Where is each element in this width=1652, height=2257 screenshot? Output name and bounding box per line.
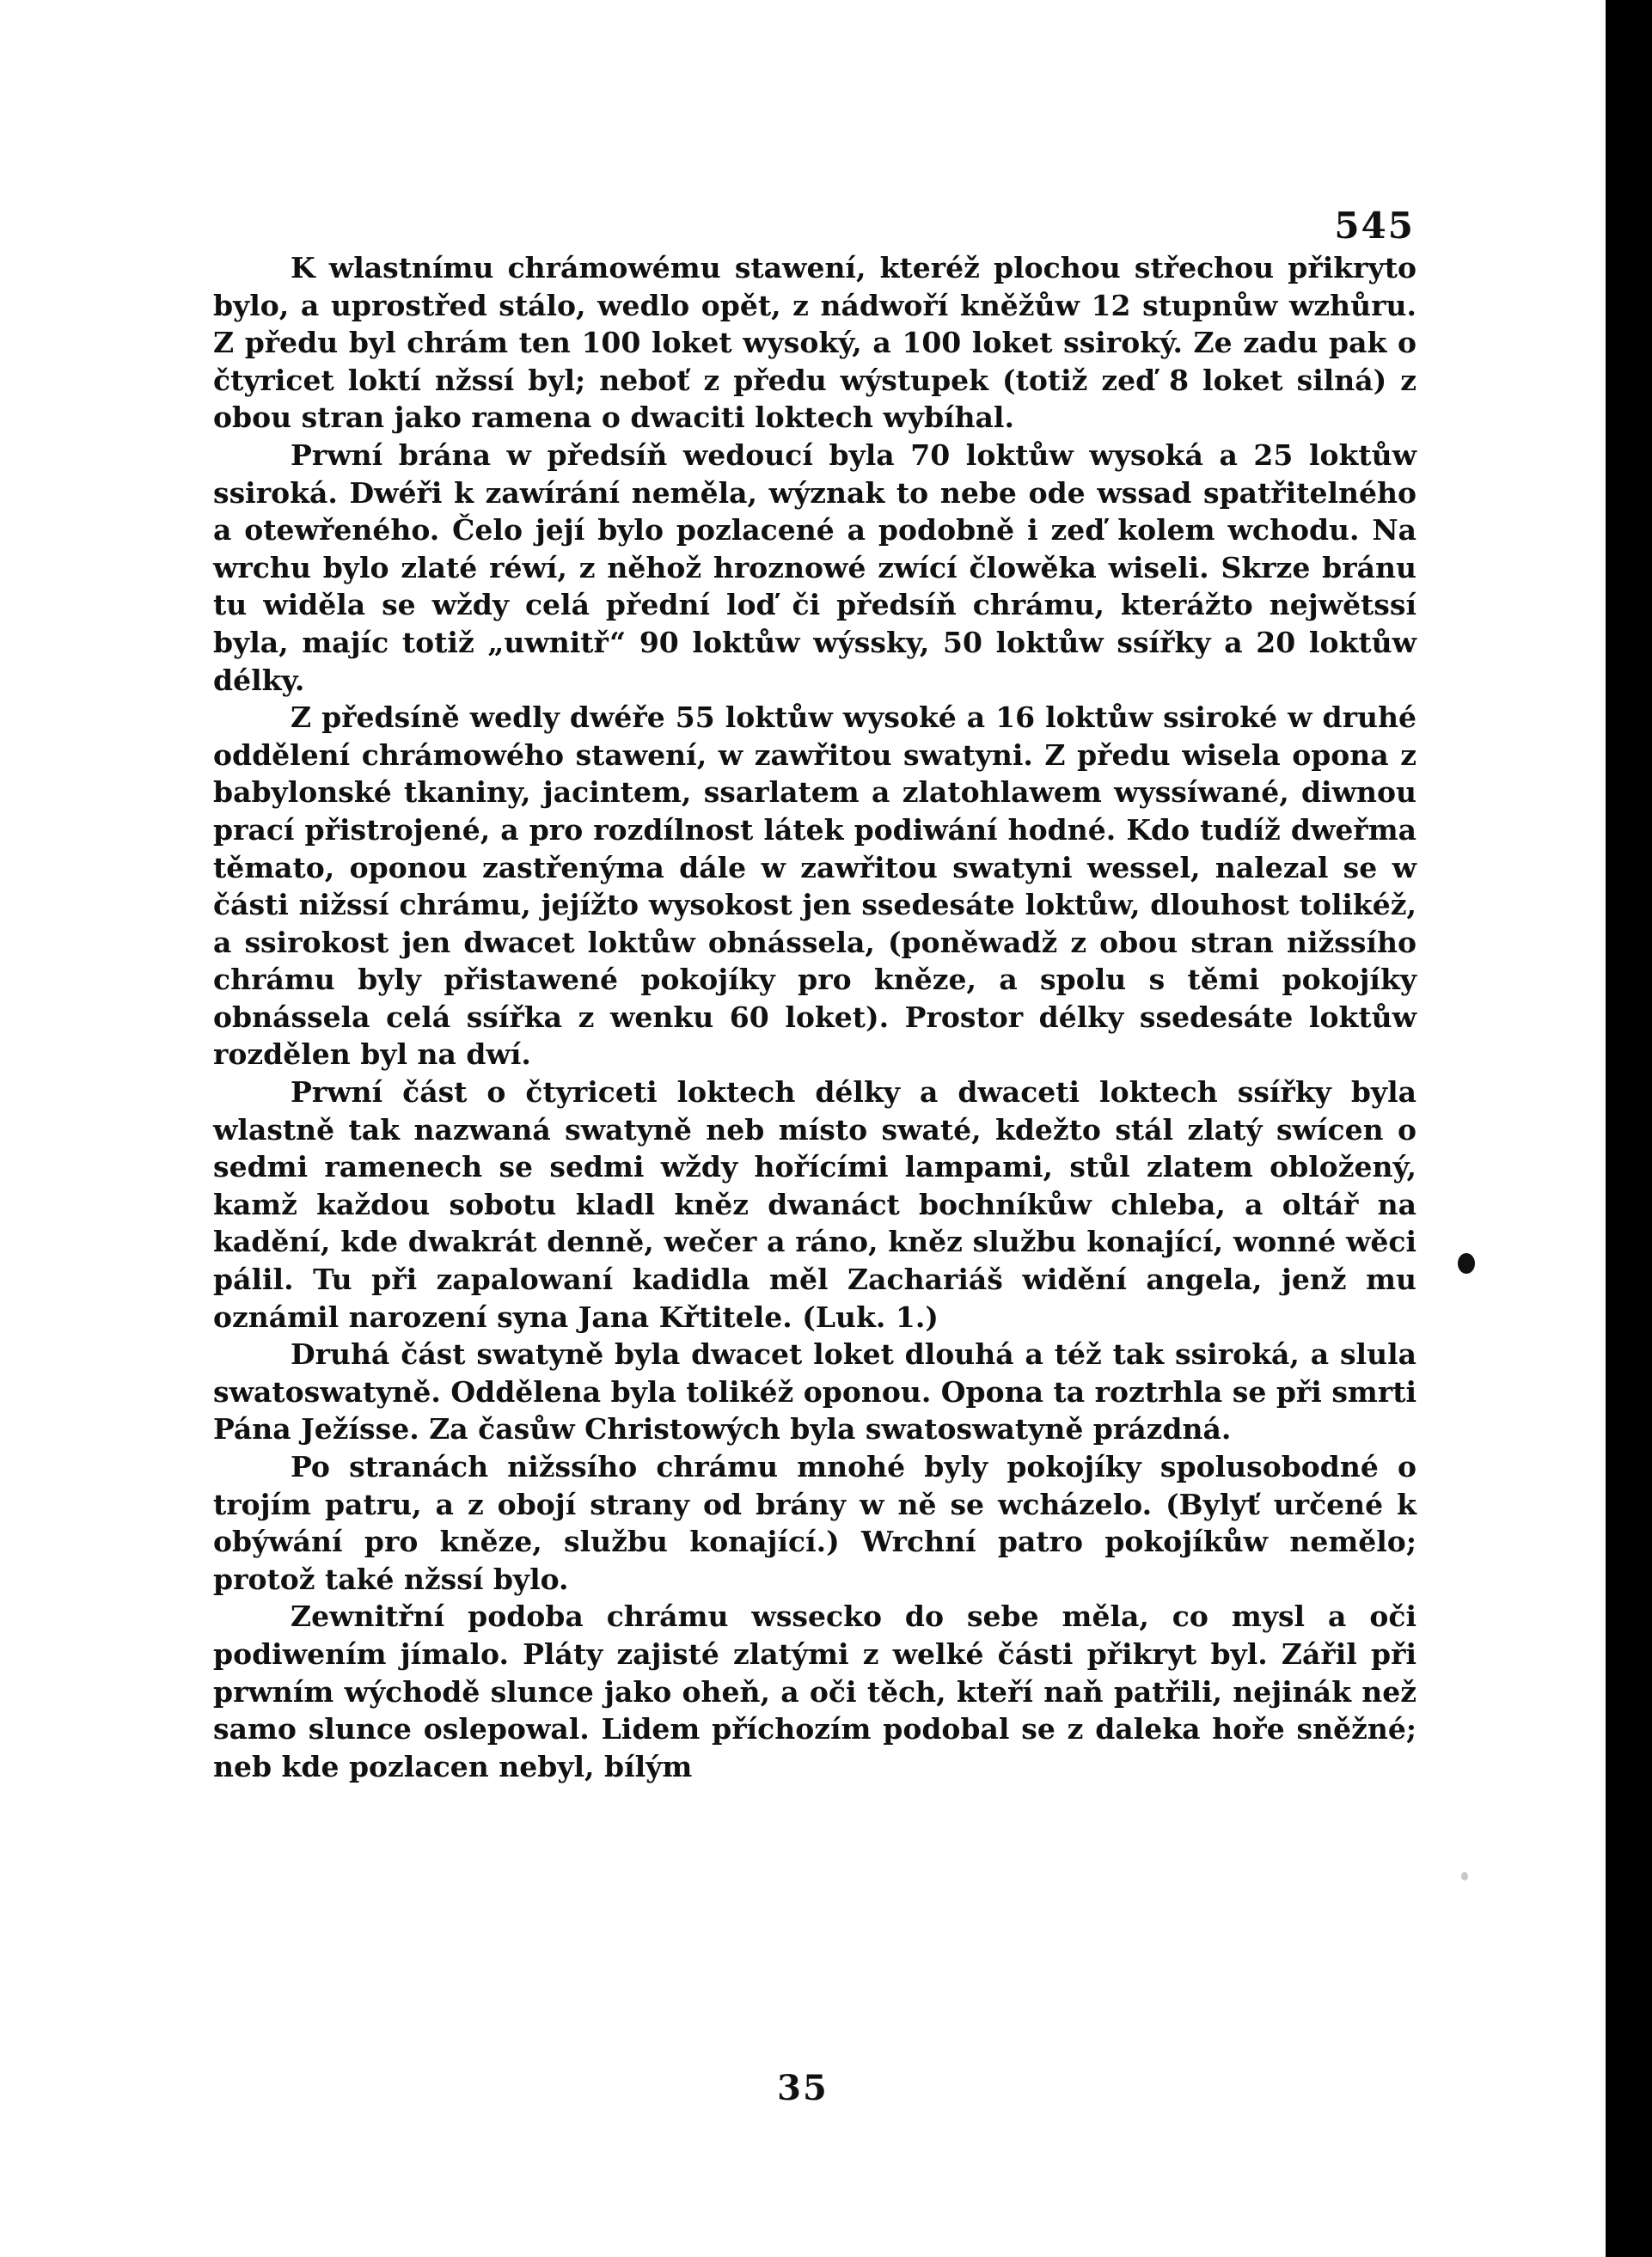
paragraph-sanctuary-doors: Z předsíně wedly dwéře 55 loktůw wysoké a 16 loktůw ssiroké w druhé oddělení chrámowého stawení, w zawřitou swatyni. Z předu wisela opona z babylonské tkaniny, jacintem, ssarlatem a zlatohlawem wyssíwané, diwnou prací přistrojené, a pro rozdílnost látek podiwání hodné. Kdo tudíž dweřma těmato, oponou zastřenýma dále w zawřitou swatyni wessel, nalezal se w části nižssí chrámu, jejížto wysokost jen ssedesáte loktůw, dlouhost tolikéž, a ssirokost jen dwacet loktůw obnássela, (poněwadž z obou stran nižssího chrámu byly přistawené pokojíky pro kněze, a spolu s těmi pokojíky obnássela celá ssířka z wenku 60 loket). Prostor délky ssedesáte loktůw rozdělen byl na dwí. <box>213 700 1416 1072</box>
ink-spot <box>1458 1253 1475 1274</box>
body-text <box>213 249 1416 1785</box>
paragraph-first-gate: Prwní brána w předsíň wedoucí byla 70 loktůw wysoká a 25 loktůw ssiroká. Dwéři k zawírání neměla, wýznak to nebe ode wssad spatřitelného a otewřeného. Čelo její bylo pozlacené a podobně i zeď kolem wchodu. Na wrchu bylo zlaté réwí, z něhož hroznowé zwící člowěka wiseli. Skrze bránu tu widěla se wždy celá přední loď či předsíň chrámu, kterážto nejwětssí byla, majíc totiž „uwnitř“ 90 loktůw wýssky, 50 loktůw ssířky a 20 loktůw délky. <box>213 437 1416 697</box>
paragraph-holy-place: Prwní část o čtyriceti loktech délky a dwaceti loktech ssířky byla wlastně tak nazwaná swatyně neb místo swaté, kdežto stál zlatý swícen o sedmi ramenech se sedmi wždy hořícími lampami, stůl zlatem obložený, kamž každou sobotu kladl kněz dwanáct bochníkůw chleba, a oltář na kadění, kde dwakrát denně, wečer a ráno, kněz službu konající, wonné wěci pálil. Tu při zapalowaní kadidla měl Zachariáš widění angela, jenž mu oznámil narození syna Jana Křtitele. (Luk. 1.) <box>213 1075 1416 1334</box>
paragraph-exterior: Zewnitřní podoba chrámu wssecko do sebe měla, co mysl a oči podiwením jímalo. Pláty zajisté zlatými z welké části přikryt byl. Zářil při prwním wýchodě slunce jako oheň, a oči těch, kteří naň patřili, nejinák než samo slunce oslepowal. Lidem příchozím podobal se z daleka hoře sněžné; neb kde pozlacen nebyl, bílým <box>213 1599 1416 1783</box>
page-number: 545 <box>1334 205 1415 247</box>
paragraph-temple-building: K wlastnímu chrámowému stawení, kteréž plochou střechou přikryto bylo, a uprostřed stálo, wedlo opět, z nádwoří kněžůw 12 stupnůw wzhůru. Z předu byl chrám ten 100 loket wysoký, a 100 loket ssiroký. Ze zadu pak o čtyricet loktí nžssí byl; neboť z předu wýstupek (totiž zeď 8 loket silná) z obou stran jako ramena o dwaciti loktech wybíhal. <box>213 251 1416 435</box>
scan-speck <box>1461 1872 1468 1881</box>
signature-mark: 35 <box>777 2068 829 2108</box>
paragraph-side-chambers: Po stranách nižssího chrámu mnohé byly pokojíky spolusobodné o trojím patru, a z obojí strany od brány w ně se wcházelo. (Bylyť určené k obýwání pro kněze, službu konající.) Wrchní patro pokojíkůw nemělo; protož také nžssí bylo. <box>213 1450 1416 1596</box>
paragraph-holy-of-holies: Druhá část swatyně byla dwacet loket dlouhá a též tak ssiroká, a slula swatoswatyně. Oddělena byla tolikéž oponou. Opona ta roztrhla se při smrti Pána Ježísse. Za časůw Christowých byla swatoswatyně prázdná. <box>213 1337 1416 1447</box>
